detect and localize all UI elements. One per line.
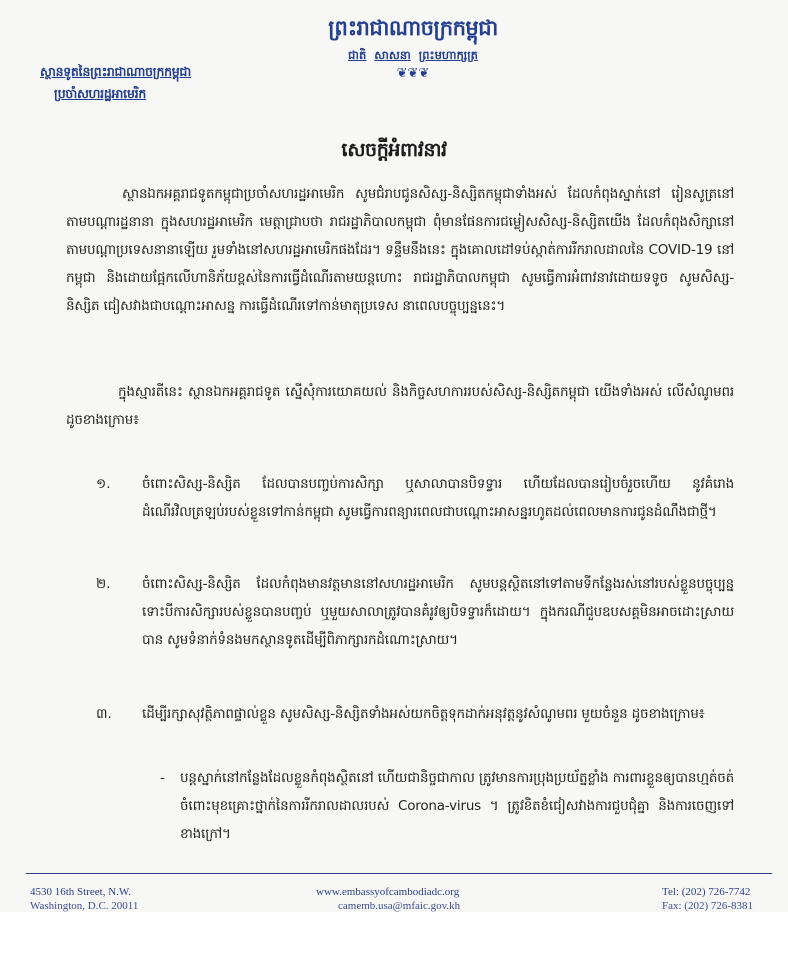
footer-address: 4530 16th Street, N.W. xyxy=(30,886,132,898)
item-number: ៣. xyxy=(96,706,112,722)
item-number: ២. xyxy=(96,576,111,592)
kingdom-title: ព្រះរាជាណាចក្រកម្ពុជា xyxy=(328,15,498,40)
list-item: ដើម្បីរក្សាសុវត្ថិភាពផ្ទាល់ខ្លួន សូមសិស្ស-និស្សិតទាំងអស់យកចិត្តទុកដាក់អនុវត្តនូវសំណូមពរ មួយចំនួន ដូចខាងក្រោម៖ xyxy=(142,706,705,722)
motto-nation: ជាតិ xyxy=(348,48,367,62)
footer-phone: Tel: (202) 726-7742 xyxy=(662,886,751,898)
document-title: សេចក្តីអំពាវនាវ xyxy=(341,139,447,161)
list-item: ចំពោះសិស្ស-និស្សិត ដែលកំពុងមានវត្តមាននៅសហរដ្ឋអាមេរិក សូមបន្តស្ថិតនៅទៅតាមទីកន្លែងរស់នៅរបស់ខ្លួនបច្ចុប្បន្ន ទោះបីការសិក្សារបស់ខ្លួនបានបញ្ចប់ ឬមួយសាលាត្រូវបានគំរូវឲ្យបិទទ្វារក៏ដោយ។ ក្នុងករណីជួបឧបសគ្គមិនអាចដោះស្រាយបាន សូមទំនាក់ទំនងមកស្ថានទូតដើម្បីពិភាក្សារកដំណោះស្រាយ។ xyxy=(142,576,734,648)
bullet-marker: - xyxy=(160,770,165,786)
motto-king: ព្រះមហាក្សត្រ xyxy=(418,48,478,62)
item-number: ១. xyxy=(96,476,111,492)
bullet-item: បន្តស្នាក់នៅកន្លែងដែលខ្លួនកំពុងស្ថិតនៅ ហើយជានិច្ចជាកាល ត្រូវមានការប្រុងប្រយ័ត្នខ្លាំង ការពារខ្លួនឲ្យបានហ្មត់ចត់ ចំពោះមុខគ្រោះថ្នាក់នៃការរីករាលដាលរបស់ Corona-virus ។ ត្រូវខិតខំជៀសវាងការជួបជុំគ្នា និងការចេញទៅខាងក្រៅ។ xyxy=(180,770,734,842)
ornament-icon: ❦❦❦ xyxy=(396,66,430,81)
footer-city: Washington, D.C. 20011 xyxy=(30,900,139,912)
footer-divider xyxy=(26,873,772,874)
footer-fax: Fax: (202) 726-8381 xyxy=(662,900,754,912)
list-item: ចំពោះសិស្ស-និស្សិត ដែលបានបញ្ចប់ការសិក្សា ឬសាលាបានបិទទ្វារ ហើយដែលបានរៀបចំរួចហើយ នូវគំរោងដំណើរវិលត្រឡប់របស់ខ្លួនទៅកាន់កម្ពុជា សូមធ្វើការពន្យារពេលជាបណ្តោះអាសន្នរហូតដល់ពេលមានការជូនដំណឹងជាថ្មី។ xyxy=(142,476,734,520)
intro-paragraph: ស្ថានឯកអគ្គរាជទូតកម្ពុជាប្រចាំសហរដ្ឋអាមេរិក សូមជំរាបជូនសិស្ស-និស្សិតកម្ពុជាទាំងអស់ ដែលកំពុងស្នាក់នៅ រៀនសូត្រនៅតាមបណ្តារដ្ឋនានា ក្នុងសហរដ្ឋអាមេរិក មេត្តាជ្រាបថា រាជរដ្ឋាភិបាលកម្ពុជា ពុំមានផែនការជម្លៀសសិស្ស-និស្សិតយើង ដែលកំពុងសិក្សានៅតាមបណ្តាប្រទេសនានាឡើយ រួមទាំងនៅសហរដ្ឋអាមេរិកផងដែរ។ ទន្ទឹមនឹងនេះ ក្នុងគោលដៅទប់ស្កាត់ការរីករាលដាលនៃ COVID-19 នៅកម្ពុជា និងដោយផ្អែកលើហានិភ័យខ្ពស់នៃការធ្វើដំណើរតាមយន្តហោះ រាជរដ្ឋាភិបាលកម្ពុជា សូមធ្វើការអំពាវនាវដោយទទូច សូមសិស្ស-និស្សិត ជៀសវាងជាបណ្តោះអាសន្ន ការធ្វើដំណើរទៅកាន់មាតុប្រទេស នាពេលបច្ចុប្បន្ននេះ។ xyxy=(66,186,734,314)
embassy-country: ប្រចាំសហរដ្ឋអាមេរិក xyxy=(54,86,146,101)
context-paragraph: ក្នុងស្មារតីនេះ ស្ថានឯកអគ្គរាជទូត ស្នើសុំការយោគយល់ និងកិច្ចសហការរបស់សិស្ស-និស្សិតកម្ពុជា យើងទាំងអស់ លើសំណូមពរដូចខាងក្រោម៖ xyxy=(66,384,734,428)
embassy-name: ស្ថានទូតនៃព្រះរាជាណាចក្រកម្ពុជា xyxy=(40,64,191,79)
motto-religion: សាសនា xyxy=(374,48,411,62)
footer-website[interactable]: www.embassyofcambodiadc.org xyxy=(316,886,460,898)
national-motto xyxy=(318,48,508,62)
footer-email[interactable]: camemb.usa@mfaic.gov.kh xyxy=(338,900,461,912)
